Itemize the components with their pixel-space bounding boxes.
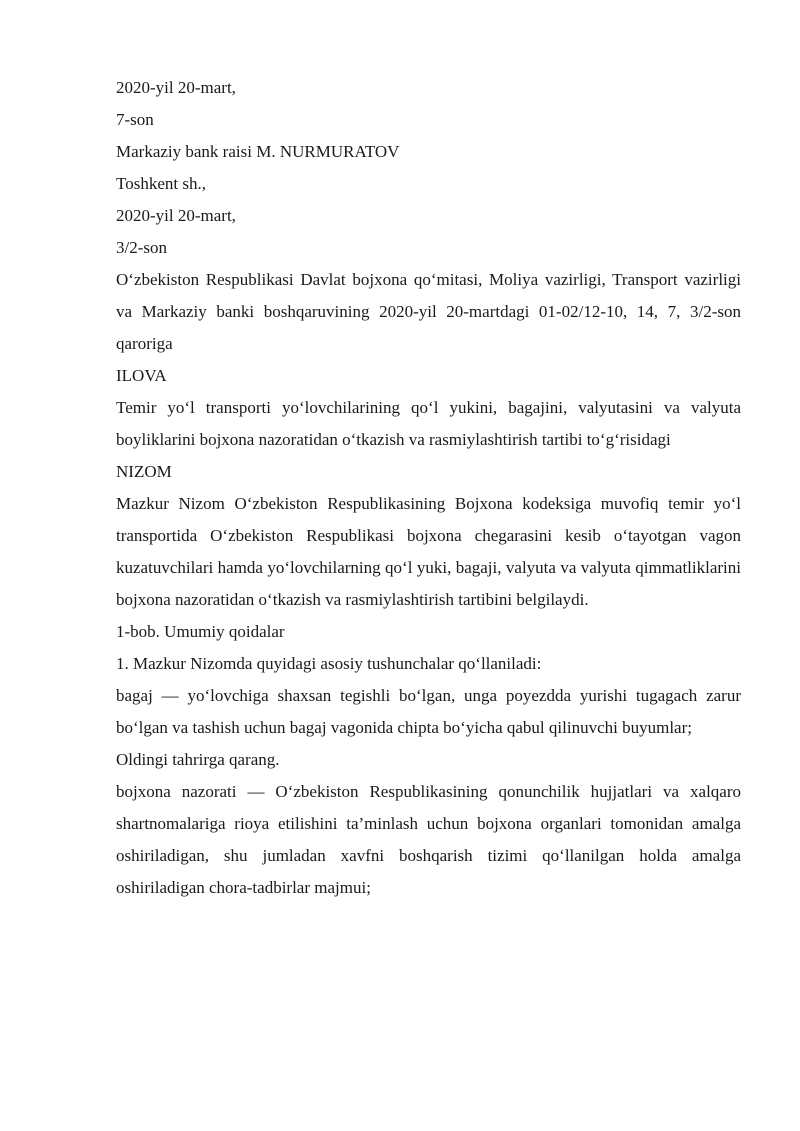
document-body bbox=[116, 72, 741, 904]
number-line: 7-son bbox=[116, 110, 154, 129]
signatory-line: Markaziy bank raisi M. NURMURATOV bbox=[116, 142, 400, 161]
city-line: Toshkent sh., bbox=[116, 174, 206, 193]
regulation-label: NIZOM bbox=[116, 462, 172, 481]
date-line: 2020-yil 20-mart, bbox=[116, 78, 236, 97]
annex-reference: O‘zbekiston Respublikasi Davlat bojxona qo‘mitasi, Moliya vazirligi, Transport vazirligi va Markaziy banki boshqaruvining 2020-yil 20-martdagi 01-02/12-10, 14, 7, 3/2-son qaroriga bbox=[116, 270, 741, 353]
regulation-title: Temir yo‘l transporti yo‘lovchilarining qo‘l yukini, bagajini, valyutasini va valyuta boyliklarini bojxona nazoratidan o‘tkazish va rasmiylashtirish tartibi to‘g‘risidagi bbox=[116, 398, 741, 449]
item-1: 1. Mazkur Nizomda quyidagi asosiy tushunchalar qo‘llaniladi: bbox=[116, 654, 542, 673]
intro-paragraph: Mazkur Nizom O‘zbekiston Respublikasining Bojxona kodeksiga muvofiq temir yo‘l transportida O‘zbekiston Respublikasi bojxona chegarasini kesib o‘tayotgan vagon kuzatuvchilari hamda yo‘lovchilarning qo‘l yuki, bagaji, valyuta va valyuta qimmatliklarini bojxona nazoratidan o‘tkazish va rasmiylashtirish tartibini belgilaydi. bbox=[116, 494, 741, 609]
chapter-title: 1-bob. Umumiy qoidalar bbox=[116, 622, 285, 641]
definition-bagaj: bagaj — yo‘lovchiga shaxsan tegishli bo‘lgan, unga poyezdda yurishi tugagach zarur bo‘lgan va tashish uchun bagaj vagonida chipta bo‘yicha qabul qilinuvchi buyumlar; bbox=[116, 686, 741, 737]
number-line-2: 3/2-son bbox=[116, 238, 167, 257]
previous-edition-link[interactable]: Oldingi tahrirga qarang. bbox=[116, 750, 280, 769]
date-line-2: 2020-yil 20-mart, bbox=[116, 206, 236, 225]
definition-customs-control: bojxona nazorati — O‘zbekiston Respublikasining qonunchilik hujjatlari va xalqaro shartnomalariga rioya etilishini ta’minlash uchun bojxona organlari tomonidan amalga oshiriladigan, shu jumladan xavfni boshqarish tizimi qo‘llanilgan holda amalga oshiriladigan chora-tadbirlar majmui; bbox=[116, 782, 741, 897]
annex-label: ILOVA bbox=[116, 366, 167, 385]
